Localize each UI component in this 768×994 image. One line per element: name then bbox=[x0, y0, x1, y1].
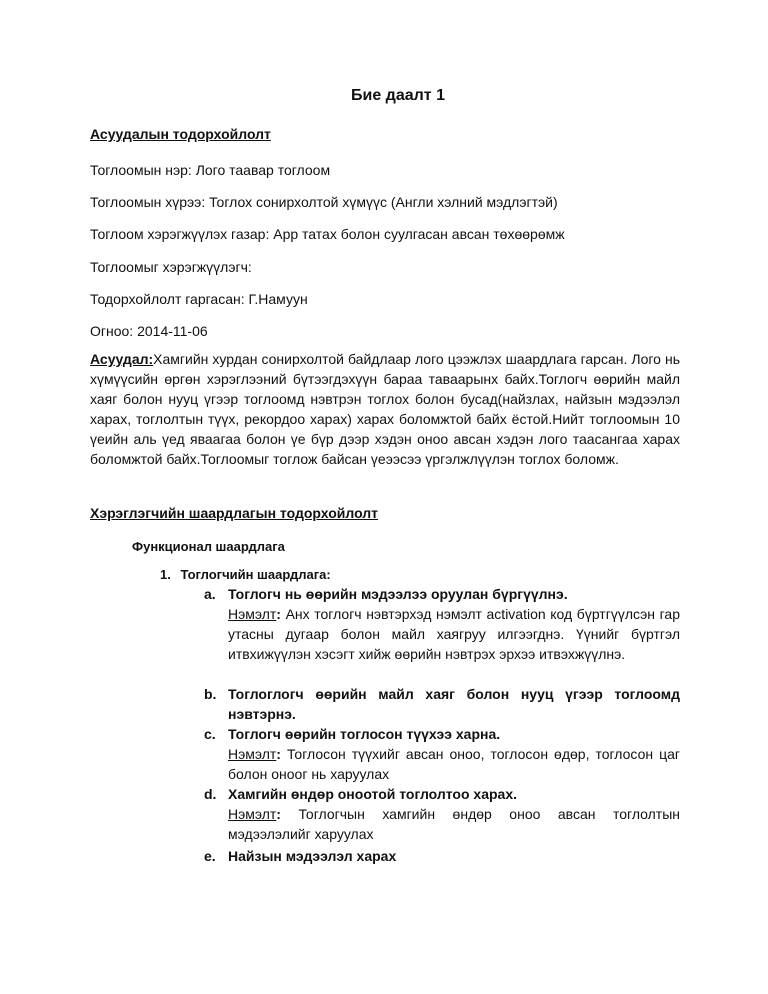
problem-label: Асуудал: bbox=[90, 351, 154, 367]
requirement-item-c bbox=[204, 724, 680, 784]
note-text: Анх тоглогч нэвтэрхэд нэмэлт activation код бүртгүүлсэн гар утасны дугаар болон майл хаягруу илгээгднэ. Үүнийг бүртгэл итвхижүүлэн хэсэгт хийж өөрийн нэвтрэх эрхээ итвэхжүүлнэ. bbox=[228, 606, 680, 662]
requirement-item-e bbox=[204, 846, 680, 866]
field-game-scope: Тоглоомын хүрээ: Тоглох сонирхолтой хүмүүс (Англи хэлний мэдлэгтэй) bbox=[90, 194, 558, 210]
section-heading-problem: Асуудалын тодорхойлолт bbox=[90, 126, 271, 142]
list-title: Тоглогчийн шаардлага: bbox=[180, 567, 331, 582]
item-marker: e. bbox=[204, 848, 216, 864]
field-author: Тодорхойлолт гаргасан: Г.Намуун bbox=[90, 291, 308, 307]
note-label: Нэмэлт bbox=[228, 806, 277, 822]
list-item-number bbox=[160, 567, 331, 582]
item-heading: Найзын мэдээлэл харах bbox=[228, 848, 397, 864]
note-text: Тоглогчын хамгийн өндөр оноо авсан тоглолтын мэдээлэлийг харуулах bbox=[228, 806, 680, 842]
note-colon: : bbox=[276, 806, 281, 822]
field-implementer: Тоглоомыг хэрэгжүүлэгч: bbox=[90, 259, 252, 275]
list-number: 1. bbox=[160, 567, 171, 582]
field-platform: Тоглоом хэрэгжүүлэх газар: App татах болон суулгасан авсан төхөөрөмж bbox=[90, 226, 565, 242]
note-label: Нэмэлт bbox=[228, 746, 277, 762]
item-heading: Тоглогч өөрийн тоглосон түүхээ харна. bbox=[228, 726, 501, 742]
note-label: Нэмэлт bbox=[228, 606, 277, 622]
item-marker: b. bbox=[204, 686, 217, 702]
item-heading: Тоглогч нь өөрийн мэдээлээ оруулан бүргүүлнэ. bbox=[228, 586, 568, 602]
section-heading-user-requirements: Хэрэглэгчийн шаардлагын тодорхойлолт bbox=[90, 505, 379, 521]
problem-text: Хамгийн хурдан сонирхолтой байдлаар лого цээжлэх шаардлага гарсан. Лого нь хүмүүсийн өргөн хэрэглээний бүтээгдэхүүн бараа таваарынх байх.Тоглогч өөрийн майл хаяг болон нууц үгээр тоглоомд нэвтрэн тоглох болон бусад(найзлах, найзын мэдээлэл харах, тоглолтын түүх, рекордоо харах) харах боломжтой байх ёстой.Нийт тоглоомын 10 үеийн аль үед яваагаа болон үе бүр дээр хэдэн оноо авсан хэдэн лого таасангаа харах боломжтой байх.Тоглоомыг тоглож байсан үеээсээ үргэлжлүүлэн тоглох боломж. bbox=[90, 351, 680, 467]
item-note bbox=[228, 804, 680, 844]
field-game-name: Тоглоомын нэр: Лого таавар тоглоом bbox=[90, 162, 331, 178]
requirement-item-d bbox=[204, 784, 680, 844]
item-heading: Тоглоглогч өөрийн майл хаяг болон нууц үгээр тоглоомд нэвтэрнэ. bbox=[228, 686, 680, 722]
problem-paragraph bbox=[90, 349, 680, 469]
subheading-functional: Функционал шаардлага bbox=[132, 539, 285, 554]
item-note bbox=[228, 744, 680, 784]
note-colon: : bbox=[276, 746, 281, 762]
item-note bbox=[228, 604, 680, 664]
requirement-item-a bbox=[204, 584, 680, 664]
note-colon: : bbox=[276, 606, 281, 622]
document-title: Бие даалт 1 bbox=[351, 87, 445, 104]
requirement-item-b bbox=[204, 684, 680, 724]
item-heading: Хамгийн өндөр оноотой тоглолтоо харах. bbox=[228, 786, 518, 802]
field-date: Огноо: 2014-11-06 bbox=[90, 323, 208, 339]
item-marker: a. bbox=[204, 586, 216, 602]
note-text: Тоглосон түүхийг авсан оноо, тоглосон өдөр, тоглосон цаг болон оноог нь харуулах bbox=[228, 746, 680, 782]
item-marker: d. bbox=[204, 786, 217, 802]
item-marker: c. bbox=[204, 726, 216, 742]
